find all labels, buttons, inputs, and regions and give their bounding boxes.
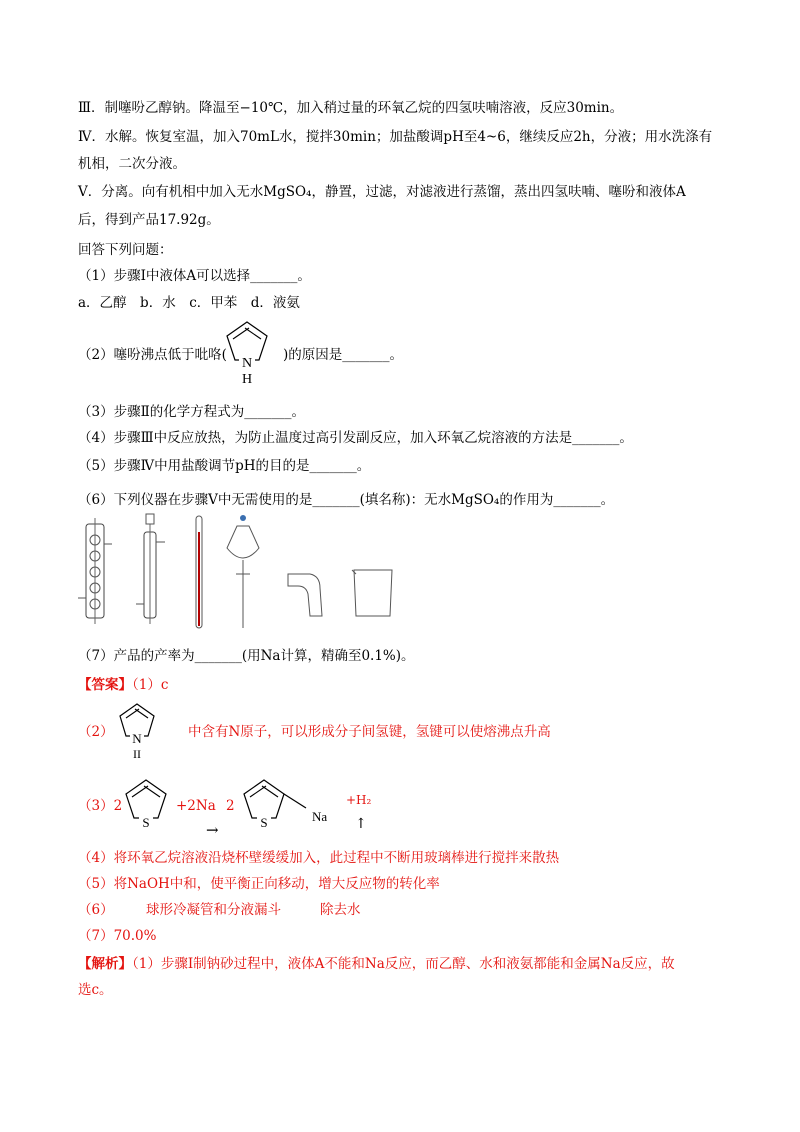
answer-3-number: （3）2: [78, 798, 123, 814]
reaction-arrow: →: [206, 821, 219, 839]
thiophene-s-label: S: [142, 815, 150, 830]
step-5-text-line2: 后，得到产品17.92g。: [78, 212, 220, 228]
answer-pyrrole-structure: [108, 696, 166, 762]
answer-4: （4）将环氧乙烷溶液沿烧杯壁缓缓加入，此过程中不断用玻璃棒进行搅拌来散热: [78, 850, 560, 866]
step-5-text-line1: Ⅴ．分离。向有机相中加入无水MgSO₄，静置，过滤，对滤液进行蒸馏，蒸出四氢呋喃、噻吩和液体A: [78, 184, 686, 200]
sodium-thiophene-na-label: Na: [312, 809, 328, 824]
answer-heading: 【答案】: [78, 677, 132, 693]
question-7: （7）产品的产率为_______(用Na计算，精确至0.1%)。: [78, 648, 415, 664]
question-2-prefix: （2）噻吩沸点低于吡咯(: [78, 347, 227, 363]
answer-pyrrole-n-label: N: [132, 731, 142, 746]
answer-6-number: （6）: [78, 902, 114, 918]
question-3: （3）步骤Ⅱ的化学方程式为_______。: [78, 404, 306, 420]
answer-2-text: 中含有N原子，可以形成分子间氢键，氢键可以使熔沸点升高: [188, 724, 551, 740]
question-2-suffix: )的原因是_______。: [283, 347, 404, 363]
step-3-text: Ⅲ．制噻吩乙醇钠。降温至−10℃，加入稍过量的环氧乙烷的四氢呋喃溶液，反应30min。: [78, 100, 624, 116]
pyrrole-h-label: H: [241, 372, 253, 387]
answer-6-items: 球形冷凝管和分液漏斗: [146, 902, 281, 918]
answer-3-coefficient: 2: [226, 798, 235, 814]
pyrrole-structure: [212, 312, 282, 388]
answer-3-h2: +H₂: [346, 793, 372, 807]
question-6: （6）下列仪器在步骤Ⅴ中无需使用的是_______(填名称)：无水MgSO₄的作用为_______。: [78, 492, 615, 508]
analysis-line-1: [78, 954, 675, 974]
answer-5: （5）将NaOH中和，使平衡正向移动，增大反应物的转化率: [78, 876, 440, 892]
question-1: （1）步骤Ⅰ中液体A可以选择_______。: [78, 268, 311, 284]
answer-pyrrole-h-label: II: [133, 747, 141, 761]
straight-condenser-icon: [136, 514, 165, 624]
answer-6-purpose: 除去水: [320, 902, 361, 918]
questions-intro: 回答下列问题：: [78, 242, 173, 258]
question-5: （5）步骤Ⅳ中用盐酸调节pH的目的是_______。: [78, 458, 371, 474]
sodium-thiophene-s-label: S: [260, 815, 268, 830]
analysis-line-2: 选c。: [78, 982, 113, 998]
adapter-icon: [288, 574, 322, 616]
separatory-funnel-icon: [227, 515, 259, 628]
step-4-text-line2: 机相，二次分液。: [78, 156, 186, 172]
thiophene-structure: [106, 770, 186, 840]
beaker-icon: [352, 570, 392, 616]
step-4-text-line1: Ⅳ．水解。恢复室温，加入70mL水，搅拌30min；加盐酸调pH至4~6，继续反应2h，分液；用水洗涤有: [78, 129, 713, 145]
answer-2-number: （2）: [78, 724, 114, 740]
apparatus-figure: [66, 512, 396, 632]
answer-1: （1）c: [132, 677, 169, 693]
bulb-condenser-icon: [78, 518, 112, 624]
answer-block-1: [78, 675, 168, 695]
gas-arrow: ↑: [355, 816, 367, 832]
analysis-heading: 【解析】: [78, 956, 132, 972]
sodium-thiophene-structure: [232, 770, 342, 840]
thermometer-icon: [196, 516, 202, 628]
question-4: （4）步骤Ⅲ中反应放热，为防止温度过高引发副反应，加入环氧乙烷溶液的方法是_______。: [78, 430, 633, 446]
question-1-options: a．乙醇 b．水 c．甲苯 d．液氨: [78, 295, 300, 311]
analysis-text-1: （1）步骤Ⅰ制钠砂过程中，液体A不能和Na反应，而乙醇、水和液氨都能和金属Na反应，故: [132, 956, 675, 972]
answer-7: （7）70.0%: [78, 928, 157, 944]
answer-3-plus-na: +2Na: [176, 798, 216, 814]
pyrrole-n-label: N: [241, 356, 253, 371]
